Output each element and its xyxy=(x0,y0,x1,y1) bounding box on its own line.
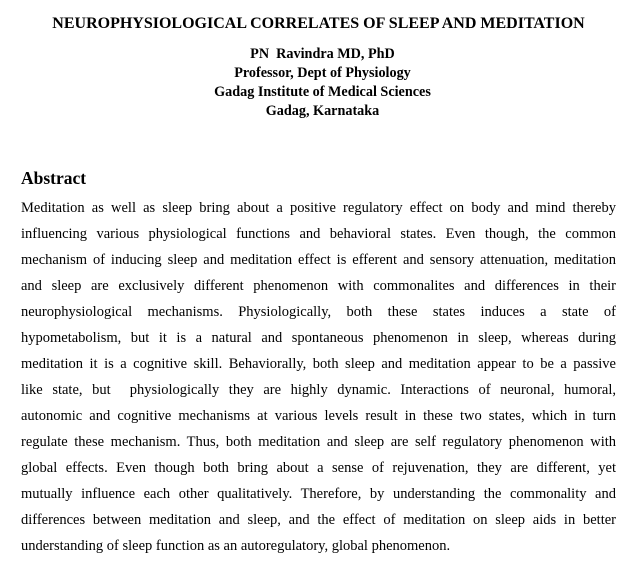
abstract-line: global effects. Even though both bring about a sense of rejuvenation, they are different, yet xyxy=(21,460,616,476)
abstract-line: and sleep are exclusively different phenomenon with commonalites and differences in their xyxy=(21,278,616,294)
abstract-line: differences between meditation and sleep, and the effect of meditation on sleep aids in better xyxy=(21,512,616,528)
author-position: Professor, Dept of Physiology xyxy=(234,65,411,81)
author-location: Gadag, Karnataka xyxy=(265,103,380,119)
abstract-line: regulate these mechanism. Thus, both meditation and sleep are self regulatory phenomenon with xyxy=(21,434,616,450)
author-institution: Gadag Institute of Medical Sciences xyxy=(214,84,431,100)
abstract-line: hypometabolism, but it is a natural and spontaneous phenomenon in sleep, whereas during xyxy=(21,330,616,346)
abstract-body xyxy=(21,195,616,559)
abstract-line: influencing various physiological functions and behavioral states. Even though, the common xyxy=(21,226,616,242)
abstract-line: like state, but physiologically they are highly dynamic. Interactions of neuronal, humoral, xyxy=(21,382,616,398)
abstract-line: Meditation as well as sleep bring about a positive regulatory effect on body and mind thereby xyxy=(21,200,616,216)
paper-title: NEUROPHYSIOLOGICAL CORRELATES OF SLEEP AND MEDITATION xyxy=(52,15,585,32)
author-block xyxy=(21,45,616,121)
abstract-line: meditation it is a cognitive skill. Behaviorally, both sleep and meditation appear to be a passive xyxy=(21,356,616,372)
abstract-line: neurophysiological mechanisms. Physiologically, both these states induces a state of xyxy=(21,304,616,320)
abstract-line: understanding of sleep function as an autoregulatory, global phenomenon. xyxy=(21,538,451,554)
author-name: PN Ravindra MD, PhD xyxy=(250,46,395,62)
abstract-line: autonomic and cognitive mechanisms at various levels result in these two states, which in turn xyxy=(21,408,616,424)
abstract-heading: Abstract xyxy=(21,168,87,188)
abstract-line: mutually influence each other qualitatively. Therefore, by understanding the commonality and xyxy=(21,486,616,502)
abstract-line: mechanism of inducing sleep and meditation effect is efferent and sensory attenuation, meditation xyxy=(21,252,616,268)
